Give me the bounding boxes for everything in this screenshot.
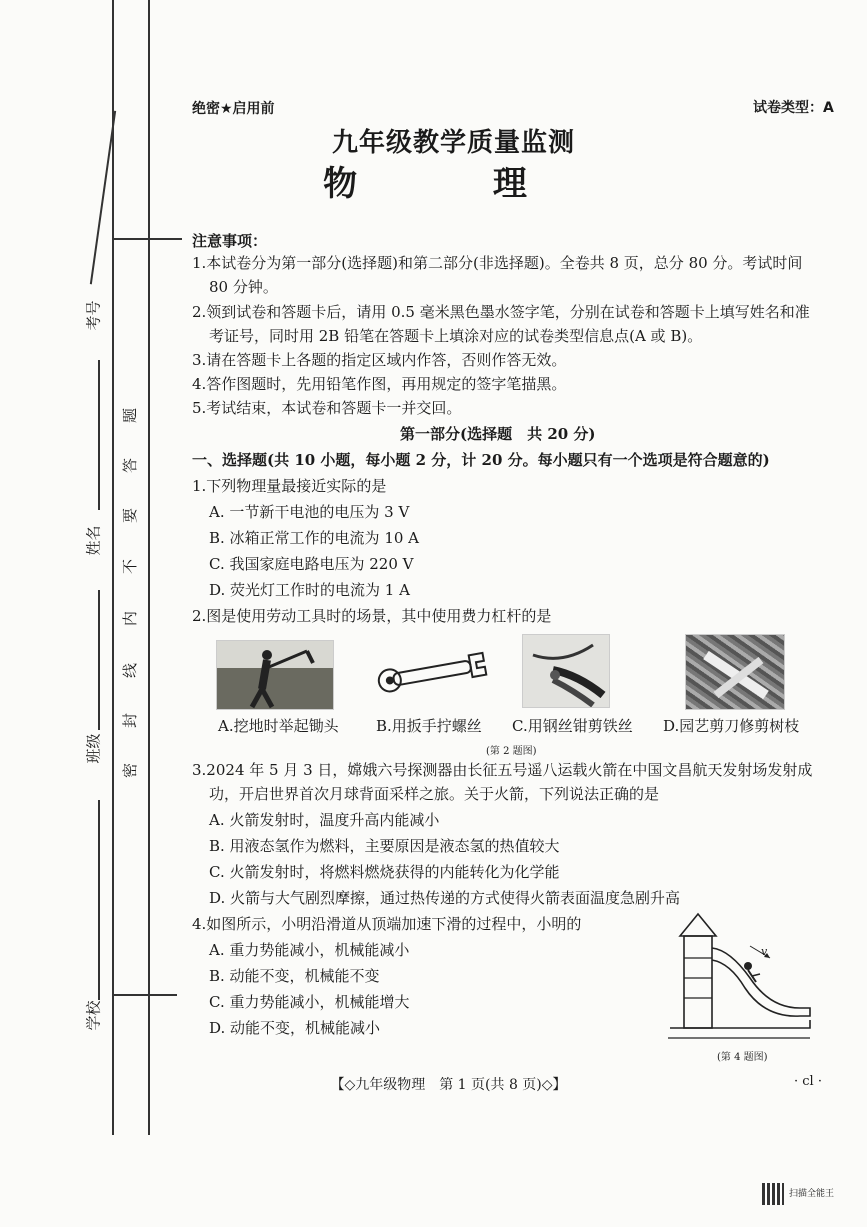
figure-caption-c: C.用钢丝钳剪铁丝 [512,717,633,735]
section-title: 一、选择题(共 10 小题，每小题 2 分，计 20 分。每小题只有一个选项是符合题意的) [192,451,770,469]
shears-icon [686,635,784,709]
option-c: C. 火箭发射时，将燃料燃烧获得的内能转化为化学能 [209,863,560,881]
binding-warning-char: 答 [121,457,140,474]
option-d: D. 动能不变，机械能减小 [209,1019,381,1037]
binding-warning-char: 题 [121,407,140,424]
question-stem: 4.如图所示，小明沿滑道从顶端加速下滑的过程中，小明的 [192,915,582,933]
figure-label: (第 2 题图) [486,746,537,757]
option-b: B. 动能不变，机械能不变 [209,967,380,985]
figure-caption-a: A.挖地时举起锄头 [218,717,339,735]
school-underline [98,800,100,1000]
option-a: A. 一节新干电池的电压为 3 V [209,503,410,521]
figure-caption-d: D.园艺剪刀修剪树枝 [663,717,800,735]
question-stem: 1.下列物理量最接近实际的是 [192,477,387,495]
pliers-icon [523,635,609,707]
binding-tick [112,994,177,996]
digging-photo [216,640,334,710]
subject-title [0,156,867,205]
name-label: 姓名 [84,525,103,556]
page-title: 九年级教学质量监测 [331,128,575,158]
class-underline [98,590,100,730]
binding-warning-char: 线 [121,662,140,679]
option-d: D. 火箭与大气剧烈摩擦，通过热传递的方式使得火箭表面温度急剧升高 [209,889,681,907]
wrench-icon [375,642,490,702]
note-line: 5.考试结束，本试卷和答题卡一并交回。 [192,399,462,417]
page-footer: 【◇九年级物理 第 1 页(共 8 页)◇】 [330,1077,567,1093]
question-stem: 3.2024 年 5 月 3 日，嫦娥六号探测器由长征五号遥八运载火箭在中国文昌航天发射场发射成 [192,761,813,779]
note-line: 4.答作图题时，先用铅笔作图，再用规定的签字笔描黑。 [192,375,567,393]
shears-photo [685,634,785,710]
slide-figure [660,908,820,1048]
option-b: B. 用液态氢作为燃料，主要原因是液态氢的热值较大 [209,837,560,855]
qr-code-icon [762,1183,784,1205]
page-code: · cl · [794,1074,822,1089]
note-line: 3.请在答题卡上各题的指定区域内作答，否则作答无效。 [192,351,567,369]
binding-warning-char: 密 [121,762,140,779]
subject-text: 物 理 [323,164,589,204]
note-line: 80 分钟。 [209,278,278,296]
hoe-icon [217,641,333,709]
option-c: C. 重力势能减小，机械能增大 [209,993,410,1011]
wrench-figure [375,642,490,702]
binding-warning-char: 内 [121,610,140,627]
slide-icon [660,908,820,1048]
note-line: 1.本试卷分为第一部分(选择题)和第二部分(非选择题)。全卷共 8 页，总分 80 分。考试时间 [192,254,803,272]
notes-heading: 注意事项： [192,232,268,250]
option-d: D. 荧光灯工作时的电流为 1 A [209,581,410,599]
option-b: B. 冰箱正常工作的电流为 10 A [209,529,420,547]
name-underline [98,360,100,510]
option-a: A. 重力势能减小，机械能减小 [209,941,410,959]
pliers-photo [522,634,610,708]
class-label: 班级 [84,733,103,764]
paper-type-label: 试卷类型：A [753,100,834,116]
school-label: 学校 [84,1000,103,1031]
note-line: 考证号，同时用 2B 铅笔在答题卡上填涂对应的试卷类型信息点(A 或 B)。 [209,327,703,345]
binding-warning-char: 要 [121,507,140,524]
confidential-label: 绝密★启用前 [192,101,275,117]
binding-tick [112,238,182,240]
question-stem-cont: 功，开启世界首次月球背面采样之旅。关于火箭，下列说法正确的是 [209,785,660,803]
binding-warning-char: 封 [121,712,140,729]
exam-no-label: 考号 [84,300,103,331]
option-c: C. 我国家庭电路电压为 220 V [209,555,414,573]
note-line: 2.领到试卷和答题卡后，请用 0.5 毫米黑色墨水签字笔，分别在试卷和答题卡上填写姓名和准 [192,303,810,321]
velocity-label: v [761,945,768,958]
figure-label: (第 4 题图) [717,1052,768,1063]
figure-caption-b: B.用扳手拧螺丝 [376,717,482,735]
question-stem: 2.图是使用劳动工具时的场景，其中使用费力杠杆的是 [192,607,552,625]
option-a: A. 火箭发射时，温度升高内能减小 [209,811,440,829]
scanner-brand: 扫描全能王 [789,1189,835,1199]
part-title: 第一部分(选择题 共 20 分) [400,425,596,443]
binding-warning-char: 不 [121,558,140,575]
